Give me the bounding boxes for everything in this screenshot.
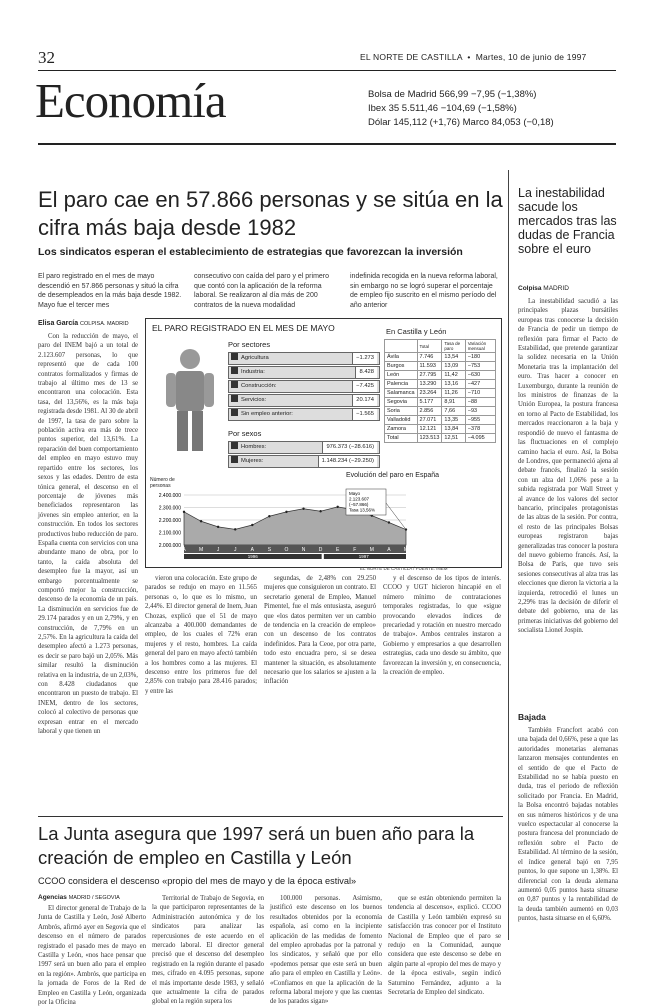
cyl-cell: Total [385,434,418,443]
sectores-row [228,366,380,379]
sexos-name: Hombres: [241,444,267,450]
lead-col-3: indefinida recogida en la nueva reforma laboral, sin embargo no se logró superar el porcentaje de empleo fijo suscrito en el mismo período del año anterior [350,273,498,309]
sectores-label: Por sectores [228,340,271,349]
annotation-text: 2.123.607 [349,496,370,502]
cyl-row [385,398,496,407]
cyl-cell: 23.264 [417,389,442,398]
legend-square-icon [231,442,238,449]
evolution-chart [146,487,501,567]
graph-credit: EL NORTE DE CASTILLA / FUENTE: INEM [360,566,448,571]
evolution-point [302,508,304,510]
cyl-cell: −427 [465,380,495,389]
article-column-4 [383,574,501,812]
indicator-currency: Dólar 145,112 (+1,76) Marco 84,053 (−0,18) [368,117,554,128]
cyl-cell: 11.593 [417,362,442,371]
lead-col-2: consecutivo con caída del paro y el primero que contó con la aplicación de la reforma laboral. Se realizaron al día más de 200 contratos de la nueva modalidad [194,273,330,309]
second-column-4 [388,894,501,997]
month-label: E [336,547,340,553]
sidebar-column [518,297,618,707]
cyl-cell: 27.071 [417,416,442,425]
second-text-1: El director general de Trabajo de la Junta de Castilla y León, José Alberto Ambrós, afirmó ayer en Segovia que el descenso en el número de parados registrado el pasado mes de mayo en Castilla y León, «nos hace pensar que 1997 será un buen año para el empleo en la región». Ambrós, que participa en la jornada de Foros de la Red de Empleo en Castilla y León, organizada por la Oficina [38,905,146,1007]
cyl-cell: −180 [465,353,495,362]
evolution-point [234,528,236,530]
evolution-point [217,526,219,528]
month-label: S [267,547,272,553]
article-column-2 [145,574,257,812]
evolution-point [319,510,321,512]
cyl-cell: 13.290 [417,380,442,389]
cyl-cell: −955 [465,416,495,425]
sectores-name: Agricultura [241,355,269,361]
section-rule [38,143,616,145]
sidebar-subhead: Bajada [518,712,546,722]
month-label: F [353,547,357,553]
sectores-row [228,352,380,365]
sexos-value: 1.148.234 (−29.250) [318,456,377,467]
sidebar-byline [518,285,569,292]
second-byline-author: Agencias [38,894,67,901]
legend-square-icon [231,381,238,388]
cyl-cell: 8,91 [442,398,465,407]
month-label: J [216,547,220,553]
cyl-cell: −753 [465,362,495,371]
cyl-cell: 7,66 [442,407,465,416]
y-tick-label: 2.000.000 [158,543,181,549]
y-tick-label: 2.300.000 [158,505,181,512]
sidebar-column-2 [518,726,618,940]
section-title: Economía [35,73,226,128]
legend-square-icon [231,409,238,416]
cyl-cell: 7.746 [417,353,442,362]
cyl-cell: 11,42 [442,371,465,380]
sexos-value: 976.373 (−28.616) [322,442,377,453]
second-column-2 [152,894,264,1006]
cyl-cell: Total [417,340,442,353]
legend-square-icon [231,395,238,402]
cyl-cell: Valladolid [385,416,418,425]
byline-place: COLPISA. MADRID [80,321,129,327]
sectores-value: −1.273 [352,353,377,364]
cyl-cell: −88 [465,398,495,407]
unemployment-infographic [145,318,502,568]
sectores-value: −1.565 [352,409,377,420]
y-tick-label: 2.100.000 [158,530,181,537]
second-text-2: Territorial de Trabajo de Segovia, en la que participaron representantes de la Administración autonómica y de los sindicatos para analizar las repercusiones de este acuerdo en el mercado laboral. El director general precisó que el descenso del desempleo registrado en la región durante el pasado mes, cifrado en 4.095 personas, supone el más importante desde 1983, y señaló que actualmente la cifra de parados global en la región supera los [152,895,264,1006]
worker-figure-icon [154,345,226,455]
cyl-row [385,353,496,362]
cyl-cell: Ávila [385,353,418,362]
year-label: 1997 [358,554,369,559]
cyl-cell: −4.095 [465,434,495,443]
sectores-value: 8.428 [355,367,377,378]
sectores-name: Construcción: [241,383,277,389]
sexos-label: Por sexos [228,429,262,438]
sexos-row [228,455,380,468]
sectores-row [228,394,380,407]
cyl-cell: −93 [465,407,495,416]
sectores-name: Servicios: [241,397,267,403]
month-label: D [318,547,323,553]
evolution-point [336,506,338,508]
cyl-cell: 2.856 [417,407,442,416]
cyl-cell: 13,09 [442,362,465,371]
page-number: 32 [38,48,55,67]
y-tick-label: 2.400.000 [158,493,181,499]
cyl-cell: Variación mensual [465,340,495,353]
month-label: M [369,547,374,553]
article-text-1: Con la reducción de mayo, el paro del INEM bajó a un total de 2.123.607 personas, lo que representó que de cada 100 contratos formalizados y firmas de trabajo al último mes de 13 se encontraron una colocación. Esta tasa, del 13,56%, es la más baja registrada desde 1981. Al 30 de abril de 1997, la tasa de paro sobre la población activa era más de trece puntos superior, del 13,61%. La reparación del buen comportamiento del empleo en mayo estuvo muy repartido entre los sectores, los sexos y las edades. Dentro de esta tónica general, el descenso en el porcentaje de jóvenes más beneficiados representaron las jóvenes sin empleo anterior, en la construcción. En todos los sectores productivos hubo reducción de paro. España cuenta con servicios con una abundante mano de obra, por lo tanto, la caída absoluta del desempleo fue la mayor, así un embargo porcentualmente se comportó mejor la construcción, descenso de la economía de un país. La disminución en servicios fue de 29.174 parados y en un 2,79%, y en construcción, de 7,79% en un 2,57%. En la agricultura la caída del desempleo afectó a 1.273 personas, es decir se paro bajó un 2,05%. Más similar resultó la disminución relativa en la industria, de un 2,03%, con 8.428 ciudadanos que encontraron un puesto de trabajo. El INEM, dentro de los sectores, colocó al colectivo de personas que expresan entrar en el mercado laboral y que tienen un [38,333,138,736]
month-label: M [198,547,204,553]
cyl-cell: 5.177 [417,398,442,407]
month-label: O [284,547,289,553]
cyl-row [385,416,496,425]
second-text-4: que se están obteniendo permiten la tendencia al descenso», explicó. CCOO de Castilla y León también expresó su satisfacción tras conocer por el Instituto Nacional de Empleo que el paro se redujo en la Comunidad, aunque considera que este descenso se debe en algún parte al «propio del mes de mayo y de la época estival», según indicó Saturnino Fernández, adjunto a la Secretaría de Empleo del sindicato. [388,895,501,997]
cyl-cell: León [385,371,418,380]
month-label: A [387,547,391,553]
article-divider [38,816,503,817]
sidebar-byline-place: MADRID [543,285,569,292]
cyl-cell: Burgos [385,362,418,371]
evolution-point [183,511,185,513]
cyl-cell [385,340,418,353]
cyl-cell: Soria [385,407,418,416]
cyl-cell: −630 [465,371,495,380]
indicator-ibex: Ibex 35 5.511,46 −104,69 (−1,58%) [368,103,517,114]
sectores-value: −7.425 [352,381,377,392]
evolution-point [251,524,253,526]
cyl-cell: 13,35 [442,416,465,425]
evolution-point [200,520,202,522]
paper-name: EL NORTE DE CASTILLA [360,52,463,62]
sidebar-text: La inestabilidad sacudió a las principales plazas bursátiles europeas tras conocerse la decisión de Francia de pedir un tiempo de reflexión para firmar el Pacto de Estabilidad, que pretende garantizar la solidez necesaria en la Unión Monetaria tras la implantación del euro. Tras hacer a conocer en Luxemburgo, durante la reunión de los ministros de finanzas de la Unión Europea, la postura francesa en torno al Pacto de Estabilidad, los mercados reaccionaron a la baja y respondió de nuevo el fantasma de las fluctuaciones en el complejo camino hacia el euro. Así, la Bolsa de Londres, que permaneció ajena al debate francés, finalizó la sesión con un alza del 1,06% pese a la subida registrada por Wall Street y al avance de los valores del sector bancario, principales protagonistas de las alzas de la sesión. Por contra, el resto de las principales Bolsas europeas registraron bajas generalizadas tras conocer la postura del nuevo gobierno francés. Así, la Bolsa de París, que tuvo seis sesiones consecutivas al alza tras las elecciones que dieron la victoria a la izquierda, retrocedió el lunes un 2,29% tras la decisión de diferir el debate del gobierno, una de las primeras iniciativas del gobierno del socialista Lionel Jospin. [518,298,619,635]
annotation-text: Tasa 13,56% [349,507,376,513]
cyl-row [385,434,496,443]
article-column-3 [264,574,376,812]
sidebar-text-2: También Francfort acabó con una bajada del 0,66%, pese a que las autoridades monetarias alemanas lanzaron mensajes contundentes en el sentido de que el Pacto de Estabilidad no se había puesto en duda, tras el periodo de reflexión solicitado por Francia. En Madrid, la Bolsa encontró bajadas notables en sus números históricos y de una vuelco espectacular al conocerse la postura francesa del pronunciado de reflexión sobre el Pacto de Estabilidad. Al término de la sesión, el índice general bajó en 7,95 puntos, lo que supone un 1,38%. El diferencial con la deuda alemana aumentó 0,05 puntos hasta situarse en 0,87 puntos y la rentabilidad de la deuda también aumentó en 0,03 puntos, hasta situarse en el 6,60%. [518,727,618,923]
second-byline-place: MADRID / SEGOVIA [68,895,120,901]
sectores-row [228,408,380,421]
article-column-1 [38,332,138,812]
cyl-cell: 13,54 [442,353,465,362]
evolution-title: Evolución del paro en España [346,472,440,479]
cyl-row [385,407,496,416]
bullet-separator: • [464,52,474,62]
sexos-row [228,441,380,454]
sectores-name: Industria: [241,369,265,375]
cyl-cell: 123.513 [417,434,442,443]
evolution-point [388,521,390,523]
cyl-row [385,389,496,398]
cyl-cell: 12.121 [417,425,442,434]
main-subhead: Los sindicatos esperan el establecimiento de estrategias que favorezcan la inversión [38,246,463,258]
sectores-value: 20.174 [352,395,377,406]
cyl-row [385,425,496,434]
infographic-title: EL PARO REGISTRADO EN EL MES DE MAYO [152,323,335,333]
main-byline [38,320,129,327]
month-label: A [182,547,186,553]
evolution-point [285,511,287,513]
cyl-cell: −710 [465,389,495,398]
cyl-cell: Salamanca [385,389,418,398]
second-headline: La Junta asegura que 1997 será un buen año para la creación de empleo en Castilla y León [38,823,475,868]
sidebar-byline-author: Colpisa [518,285,542,292]
sexos-name: Mujeres: [241,458,264,464]
legend-square-icon [231,367,238,374]
cyl-cell: Segovia [385,398,418,407]
annotation-text: Mayo [349,491,361,496]
article-text-3: segundas, de 2,48% con 29.250 mujeres que consiguieron un contrato. El secretario general de Empleo, Manuel Pimentel, fue el más entusiasta, aseguró que «los datos permiten ver un cambio de tendencia en la creación de empleo» con un descenso de los contratos indefinidos. Para la Ceoe, por otra parte, todo esto encuadra pero, si se desea mantener la situación, es absolutamente necesario que los salarios se ajusten a la inflación [264,575,376,686]
byline-author: Elisa García [38,320,79,327]
legend-square-icon [231,456,238,463]
cyl-row [385,362,496,371]
sidebar-rule [508,170,509,940]
month-label: J [233,547,237,553]
article-text-4: y el descenso de los tipos de interés. CCOO y UGT hicieron hincapié en el número mínimo de contrataciones temporales registradas, lo que «sigue provocando elevados índices de precariedad y rotación en nuestro mercado de trabajo». Ambos centrales instaron a Gobierno y empresarios a que desarrollen estrategias, cada uno desde su ámbito, que favorezcan la inversión y, en consecuencia, la creación de empleo. [383,575,501,677]
cyl-cell: 27.795 [417,371,442,380]
month-label: N [301,547,306,553]
y-axis-label: Número de personas [150,477,175,489]
cyl-cell: 13,84 [442,425,465,434]
second-byline [38,894,120,901]
legend-square-icon [231,353,238,360]
y-tick-label: 2.200.000 [158,518,181,524]
second-subhead: CCOO considera el descenso «propio del mes de mayo y de la época estival» [38,876,357,886]
indicator-bolsa: Bolsa de Madrid 566,99 −7,95 (−1,38%) [368,89,537,100]
second-column-1 [38,904,146,1007]
cyl-cell: −378 [465,425,495,434]
annotation-text: (−57.866) [349,502,369,507]
main-headline: El paro cae en 57.866 personas y se sitúa en la cifra más baja desde 1982 [38,187,503,240]
cyl-cell: 12,51 [442,434,465,443]
cyl-table [384,339,496,443]
top-rule [38,70,616,71]
masthead-line [360,52,586,62]
cyl-cell: 13,16 [442,380,465,389]
article-text-2: vieron una colocación. Este grupo de parados se redujo en mayo en 11.565 personas o, lo que es lo mismo, un 2,44%. El director general de Inem, Juan Chozas, explicó que el 51 de mayo alcanzaba a 400.000 demandantes de empleo, de los cuales el 72% eran mujeres y el resto, hombres. La caída general del paro en mayo afectó también a los hombres como a las mujeres. El descenso entre los primeros fue del 2,85% con trabajo para 28.416 parados; y entre las [145,575,257,695]
month-label: M [403,547,409,553]
issue-date: Martes, 10 de junio de 1997 [475,52,587,62]
cyl-row [385,371,496,380]
cyl-cell: 11,26 [442,389,465,398]
cyl-header-row [385,340,496,353]
cyl-row [385,380,496,389]
cyl-title: En Castilla y León [386,327,447,336]
second-column-3 [270,894,382,1006]
year-label: 1996 [247,554,258,559]
lead-col-1: El paro registrado en el mes de mayo descendió en 57.866 personas y situó la cifra de desempleados en la más baja desde 1982. Mayo fue el tercer mes [38,273,182,309]
cyl-cell: Tasa de paro [442,340,465,353]
sectores-row [228,380,380,393]
sidebar-headline: La inestabilidad sacude los mercados tras las dudas de Francia sobre el euro [518,186,617,256]
sectores-name: Sin empleo anterior: [241,411,293,417]
evolution-point [268,515,270,517]
second-text-3: 100.000 personas. Asimismo, justificó este descenso en los buenos resultados obtenidos por la economía española, así como en la incipiente aplicación de las medidas de fomento del empleo aprobadas por la patronal y los sindicatos, y señaló que por ello «podemos pensar que este será un buen año para el empleo en Castilla y León». «Confiamos en que la aplicación de la reforma laboral mejore y que las cuentas de los parados sigan» [270,895,382,1006]
cyl-cell: Zamora [385,425,418,434]
month-label: A [250,547,254,553]
cyl-cell: Palencia [385,380,418,389]
